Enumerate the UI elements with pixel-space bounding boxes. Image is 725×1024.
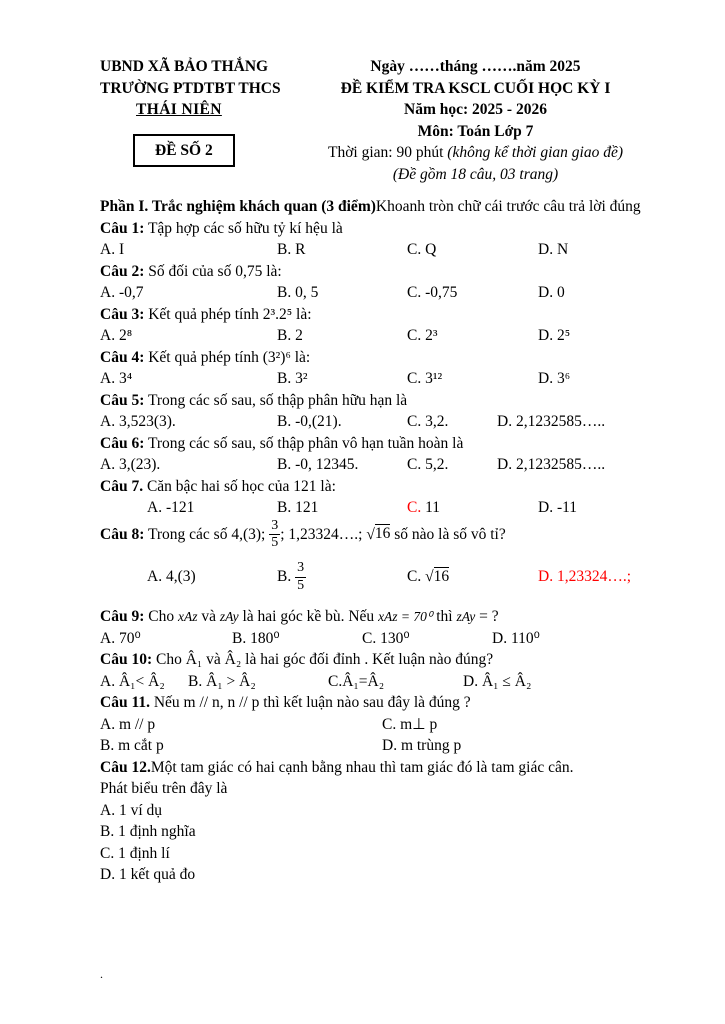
question-11-text: Nếu m // n, n // p thì kết luận nào sau đây là đúng ? bbox=[149, 694, 471, 712]
option-6b: B. -0, 12345. bbox=[277, 456, 359, 473]
org-line-2: TRƯỜNG PTDTBT THCS bbox=[100, 79, 281, 97]
exam-header bbox=[100, 56, 655, 185]
option-3b: B. 2 bbox=[277, 327, 303, 344]
question-2-text: Số đối của số 0,75 là: bbox=[144, 262, 282, 280]
exam-title: ĐỀ KIỂM TRA KSCL CUỐI HỌC KỲ I bbox=[340, 79, 611, 97]
question-9-options bbox=[100, 628, 655, 650]
option-3d: D. 2⁵ bbox=[538, 327, 571, 344]
option-6d: D. 2,1232585….. bbox=[497, 456, 606, 473]
option-5a: A. 3,523(3). bbox=[100, 413, 176, 430]
question-1-options bbox=[100, 239, 655, 261]
option-2b: B. 0, 5 bbox=[277, 284, 319, 301]
question-7-options bbox=[100, 497, 655, 519]
math-angle-zAy-2: zAy bbox=[456, 609, 476, 625]
question-8-options bbox=[100, 561, 655, 593]
option-8c-letter: C. bbox=[407, 568, 426, 586]
question-10-label: Câu 10: bbox=[100, 651, 153, 669]
fraction-numerator: 3 bbox=[269, 519, 280, 536]
radical-sign: √ bbox=[425, 568, 434, 586]
duration-note: (không kể thời gian giao đề) bbox=[447, 144, 623, 161]
question-1-text: Tập hợp các số hữu tỷ kí hệu là bbox=[144, 219, 343, 237]
question-2-stem bbox=[100, 261, 655, 283]
radicand: 16 bbox=[374, 525, 391, 543]
stray-period: . bbox=[100, 967, 103, 981]
option-10b: B. Â₁ > Â₂ bbox=[188, 672, 256, 690]
option-11b: B. m cắt p bbox=[100, 737, 164, 755]
question-4-label: Câu 4: bbox=[100, 348, 145, 366]
question-9-stem bbox=[100, 606, 655, 628]
part1-heading-title: Phần I. Trắc nghiệm khách quan (3 điểm) bbox=[100, 198, 376, 215]
option-4a: A. 3⁴ bbox=[100, 370, 133, 387]
question-12-text: Một tam giác có hai cạnh bằng nhau thì tam giác đó là tam giác cân. bbox=[150, 758, 574, 776]
option-8b-letter: B. bbox=[277, 567, 296, 585]
question-10-options bbox=[100, 671, 655, 693]
option-9b: B. 180⁰ bbox=[232, 629, 280, 647]
option-1b: B. R bbox=[277, 241, 306, 258]
fraction-numerator: 3 bbox=[295, 561, 306, 578]
question-9-text-3: là hai góc kề bù. Nếu bbox=[238, 608, 379, 626]
option-5d: D. 2,1232585….. bbox=[497, 413, 606, 430]
option-12b: B. 1 định nghĩa bbox=[100, 823, 196, 841]
option-7c bbox=[407, 497, 538, 519]
option-10c: C.Â₁=Â₂ bbox=[328, 672, 385, 690]
option-8a: A. 4,(3) bbox=[147, 568, 196, 586]
part1-heading-instruction: Khoanh tròn chữ cái trước câu trả lời đúng bbox=[375, 198, 641, 215]
option-1c: C. Q bbox=[407, 241, 437, 258]
question-8-label: Câu 8: bbox=[100, 525, 145, 543]
option-11c: C. m⊥ p bbox=[382, 715, 438, 733]
fraction-three-fifths bbox=[295, 561, 306, 593]
question-8-text-1: Trong các số 4,(3); bbox=[144, 525, 270, 543]
option-5b: B. -0,(21). bbox=[277, 413, 342, 430]
header-right-block bbox=[296, 56, 655, 185]
option-9a: A. 70⁰ bbox=[100, 629, 141, 647]
fraction-three-fifths bbox=[269, 519, 280, 551]
duration-text: Thời gian: 90 phút bbox=[328, 144, 448, 161]
option-10a: A. Â₁< Â₂ bbox=[100, 672, 165, 690]
option-2c: C. -0,75 bbox=[407, 284, 458, 301]
option-1a: A. I bbox=[100, 241, 125, 258]
option-9c: C. 130⁰ bbox=[362, 629, 410, 647]
question-4-options bbox=[100, 368, 655, 390]
question-1-label: Câu 1: bbox=[100, 219, 145, 237]
question-10-stem bbox=[100, 649, 655, 671]
question-11-options bbox=[100, 714, 655, 757]
option-6a: A. 3,(23). bbox=[100, 456, 161, 473]
question-4-text: Kết quả phép tính (3²)⁶ là: bbox=[144, 348, 311, 366]
option-11a: A. m // p bbox=[100, 715, 156, 733]
option-10d: D. Â₁ ≤ Â₂ bbox=[463, 672, 532, 690]
option-12c: C. 1 định lí bbox=[100, 844, 170, 862]
subject-line: Môn: Toán Lớp 7 bbox=[417, 122, 534, 140]
question-8-text-2: ; 1,23324….; bbox=[280, 525, 367, 543]
question-7-label: Câu 7. bbox=[100, 477, 144, 495]
question-5-label: Câu 5: bbox=[100, 391, 145, 409]
option-8c bbox=[407, 566, 538, 588]
org-line-1: UBND XÃ BẢO THẮNG bbox=[100, 58, 269, 75]
org-line-3: THÁI NIÊN bbox=[136, 101, 222, 118]
radical-sign: √ bbox=[366, 525, 375, 543]
option-4c: C. 3¹² bbox=[407, 370, 443, 387]
question-5-options bbox=[100, 411, 655, 433]
school-year-line: Năm học: 2025 - 2026 bbox=[404, 101, 547, 118]
radicand: 16 bbox=[433, 568, 450, 586]
option-12d: D. 1 kết quả đo bbox=[100, 866, 196, 884]
part1-heading bbox=[100, 196, 655, 218]
question-6-label: Câu 6: bbox=[100, 434, 145, 452]
option-7c-value: 11 bbox=[421, 499, 441, 516]
question-6-stem bbox=[100, 433, 655, 455]
option-9d: D. 110⁰ bbox=[492, 629, 540, 647]
question-11-stem bbox=[100, 692, 655, 714]
option-7d: D. -11 bbox=[538, 499, 578, 516]
option-4b: B. 3² bbox=[277, 370, 308, 387]
math-angle-xAz-value: xAz = 70⁰ bbox=[378, 609, 433, 625]
duration-line bbox=[296, 142, 655, 164]
question-2-options bbox=[100, 282, 655, 304]
exam-code-box: ĐỀ SỐ 2 bbox=[133, 134, 235, 168]
question-5-text: Trong các số sau, số thập phân hữu hạn là bbox=[144, 391, 408, 409]
option-8d: D. 1,23324….; bbox=[538, 568, 631, 586]
question-3-options bbox=[100, 325, 655, 347]
option-11d: D. m trùng p bbox=[382, 737, 462, 755]
question-7-text: Căn bậc hai số học của 121 là: bbox=[143, 477, 336, 495]
question-4-stem bbox=[100, 347, 655, 369]
option-1d: D. N bbox=[538, 241, 569, 258]
sqrt-16 bbox=[425, 567, 449, 585]
option-6c: C. 5,2. bbox=[407, 456, 449, 473]
question-11-label: Câu 11. bbox=[100, 694, 150, 712]
header-left-block bbox=[100, 56, 296, 185]
question-9-text-5: = ? bbox=[475, 608, 499, 626]
question-12-text-line-2: Phát biểu trên đây là bbox=[100, 780, 228, 798]
option-8b bbox=[277, 561, 407, 593]
question-6-options bbox=[100, 454, 655, 476]
question-12-stem bbox=[100, 757, 655, 779]
question-3-label: Câu 3: bbox=[100, 305, 145, 323]
question-6-text: Trong các số sau, số thập phân vô hạn tuần hoàn là bbox=[144, 434, 464, 452]
question-3-stem bbox=[100, 304, 655, 326]
question-8-stem bbox=[100, 519, 655, 551]
question-9-text-4: thì bbox=[432, 608, 457, 626]
question-3-text: Kết quả phép tính 2³.2⁵ là: bbox=[144, 305, 312, 323]
fraction-denominator: 5 bbox=[271, 535, 279, 551]
option-5c: C. 3,2. bbox=[407, 413, 449, 430]
option-7b: B. 121 bbox=[277, 499, 319, 516]
option-3a: A. 2⁸ bbox=[100, 327, 133, 344]
date-line: Ngày ……tháng …….năm 2025 bbox=[370, 58, 581, 75]
option-2d: D. 0 bbox=[538, 284, 565, 301]
option-7c-letter: C. bbox=[407, 499, 422, 516]
option-12a: A. 1 ví dụ bbox=[100, 801, 162, 819]
fraction-denominator: 5 bbox=[297, 577, 305, 593]
question-9-label: Câu 9: bbox=[100, 608, 145, 626]
question-7-stem bbox=[100, 476, 655, 498]
exam-body bbox=[100, 196, 655, 886]
sqrt-16 bbox=[366, 524, 390, 542]
question-9-text-2: và bbox=[197, 608, 220, 626]
question-8-text-3: số nào là số vô tỉ? bbox=[390, 525, 506, 543]
pages-note: (Đề gồm 18 câu, 03 trang) bbox=[392, 165, 559, 183]
option-4d: D. 3⁶ bbox=[538, 370, 571, 387]
option-3c: C. 2³ bbox=[407, 327, 438, 344]
question-2-label: Câu 2: bbox=[100, 262, 145, 280]
question-10-text: Cho Â₁ và Â₂ là hai góc đối đỉnh . Kết luận nào đúng? bbox=[152, 651, 494, 669]
math-angle-xAz: xAz bbox=[177, 609, 198, 625]
question-1-stem bbox=[100, 218, 655, 240]
question-9-text-1: Cho bbox=[144, 608, 178, 626]
question-12-label: Câu 12. bbox=[100, 758, 151, 776]
option-7a: A. -121 bbox=[147, 499, 195, 516]
option-2a: A. -0,7 bbox=[100, 284, 144, 301]
question-5-stem bbox=[100, 390, 655, 412]
math-angle-zAy: zAy bbox=[219, 609, 239, 625]
